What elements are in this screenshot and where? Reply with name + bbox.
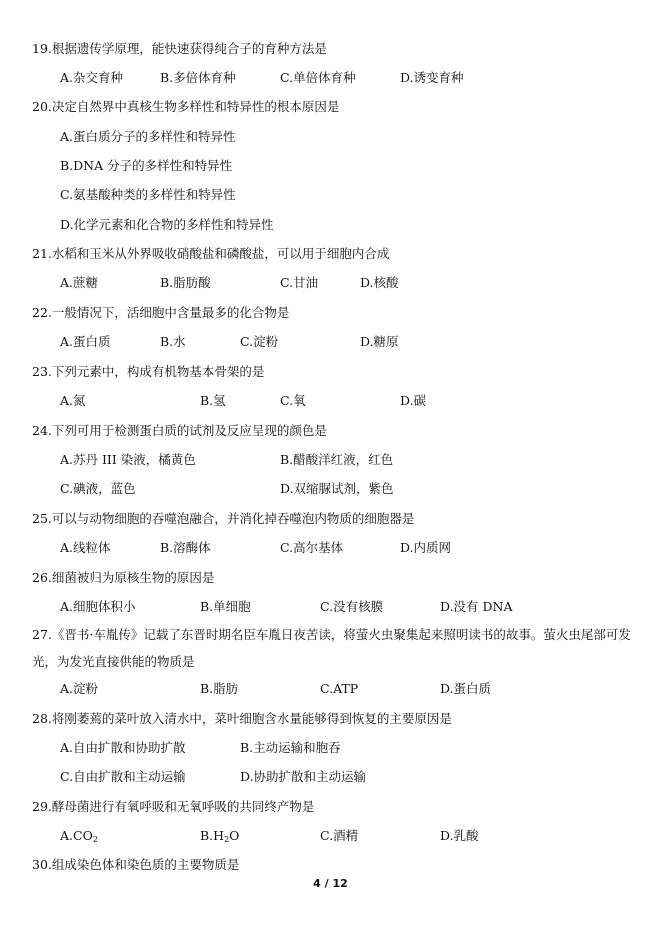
q29-option-c: C.酒精 xyxy=(320,828,359,843)
question-30-stem: 30.组成染色体和染色质的主要物质是 xyxy=(32,857,240,872)
q28-option-a: A.自由扩散和协助扩散 xyxy=(60,740,186,755)
q26-option-d: D.没有 DNA xyxy=(440,599,513,614)
q19-option-d: D.诱变育种 xyxy=(400,70,464,85)
question-26-stem: 26.细菌被归为原核生物的原因是 xyxy=(32,570,215,585)
q19-option-b: B.多倍体育种 xyxy=(160,70,236,85)
question-21-stem: 21.水稻和玉米从外界吸收硝酸盐和磷酸盐，可以用于细胞内合成 xyxy=(32,246,390,261)
q27-option-a: A.淀粉 xyxy=(60,681,99,696)
q24-option-d: D.双缩脲试剂，紫色 xyxy=(280,481,394,496)
q27-option-b: B.脂肪 xyxy=(200,681,239,696)
question-27-stem: 27.《晋书·车胤传》记载了东晋时期名臣车胤日夜苦读，将萤火虫聚集起来照明读书的故事。萤火虫尾部可发光，为发光直接供能的物质是 xyxy=(32,627,631,669)
q22-option-c: C.淀粉 xyxy=(240,334,279,349)
q28-option-b: B.主动运输和胞吞 xyxy=(240,740,341,755)
question-23-stem: 23.下列元素中，构成有机物基本骨架的是 xyxy=(32,364,265,379)
q23-option-a: A.氮 xyxy=(60,393,86,408)
q21-option-b: B.脂肪酸 xyxy=(160,275,211,290)
q29-option-d: D.乳酸 xyxy=(440,828,479,843)
q22-option-a: A.蛋白质 xyxy=(60,334,111,349)
q26-option-b: B.单细胞 xyxy=(200,599,251,614)
question-29-stem: 29.酵母菌进行有氧呼吸和无氧呼吸的共同终产物是 xyxy=(32,799,315,814)
q20-option-a: A.蛋白质分子的多样性和特异性 xyxy=(60,129,236,144)
q19-option-a: A.杂交育种 xyxy=(60,70,124,85)
q29-option-a xyxy=(60,828,98,844)
q21-option-d: D.核酸 xyxy=(360,275,399,290)
q24-option-a: A.苏丹 III 染液，橘黄色 xyxy=(60,452,196,467)
q25-option-c: C.高尔基体 xyxy=(280,540,344,555)
q25-option-a: A.线粒体 xyxy=(60,540,111,555)
question-22-stem: 22.一般情况下，活细胞中含量最多的化合物是 xyxy=(32,305,290,320)
q21-option-c: C.甘油 xyxy=(280,275,319,290)
q29-option-a-text: A.CO xyxy=(60,828,93,843)
question-19-stem: 19.根据遗传学原理，能快速获得纯合子的育种方法是 xyxy=(32,41,327,56)
q22-option-d: D.糖原 xyxy=(360,334,399,349)
q28-option-c: C.自由扩散和主动运输 xyxy=(60,769,186,784)
q29-option-b-text: B.H xyxy=(200,828,225,843)
q29-option-b-suffix: O xyxy=(229,828,240,843)
q23-option-b: B.氢 xyxy=(200,393,226,408)
q26-option-c: C.没有核膜 xyxy=(320,599,384,614)
q25-option-b: B.溶酶体 xyxy=(160,540,211,555)
question-25-stem: 25.可以与动物细胞的吞噬泡融合，并消化掉吞噬泡内物质的细胞器是 xyxy=(32,511,415,526)
q23-option-c: C.氧 xyxy=(280,393,306,408)
q20-option-c: C.氨基酸种类的多样性和特异性 xyxy=(60,187,236,202)
q20-option-b: B.DNA 分子的多样性和特异性 xyxy=(60,158,233,173)
q23-option-d: D.碳 xyxy=(400,393,427,408)
q26-option-a: A.细胞体积小 xyxy=(60,599,136,614)
q27-option-d: D.蛋白质 xyxy=(440,681,492,696)
page-number: 4 / 12 xyxy=(313,877,348,890)
q24-option-b: B.醋酸洋红液，红色 xyxy=(280,452,394,467)
question-24-stem: 24.下列可用于检测蛋白质的试剂及反应呈现的颜色是 xyxy=(32,423,327,438)
q22-option-b: B.水 xyxy=(160,334,186,349)
q21-option-a: A.蔗糖 xyxy=(60,275,99,290)
q19-option-c: C.单倍体育种 xyxy=(280,70,356,85)
q24-option-c: C.碘液，蓝色 xyxy=(60,481,136,496)
q20-option-d: D.化学元素和化合物的多样性和特异性 xyxy=(60,217,274,232)
q28-option-d: D.协助扩散和主动运输 xyxy=(240,769,367,784)
question-28-stem: 28.将刚萎蔫的菜叶放入清水中，菜叶细胞含水量能够得到恢复的主要原因是 xyxy=(32,711,452,726)
q25-option-d: D.内质网 xyxy=(400,540,452,555)
q29-option-a-subscript: 2 xyxy=(92,835,98,844)
q29-option-b-subscript: 2 xyxy=(224,835,230,844)
question-20-stem: 20.决定自然界中真核生物多样性和特异性的根本原因是 xyxy=(32,99,340,114)
q29-option-b xyxy=(200,828,239,844)
q27-option-c: C.ATP xyxy=(320,681,359,696)
